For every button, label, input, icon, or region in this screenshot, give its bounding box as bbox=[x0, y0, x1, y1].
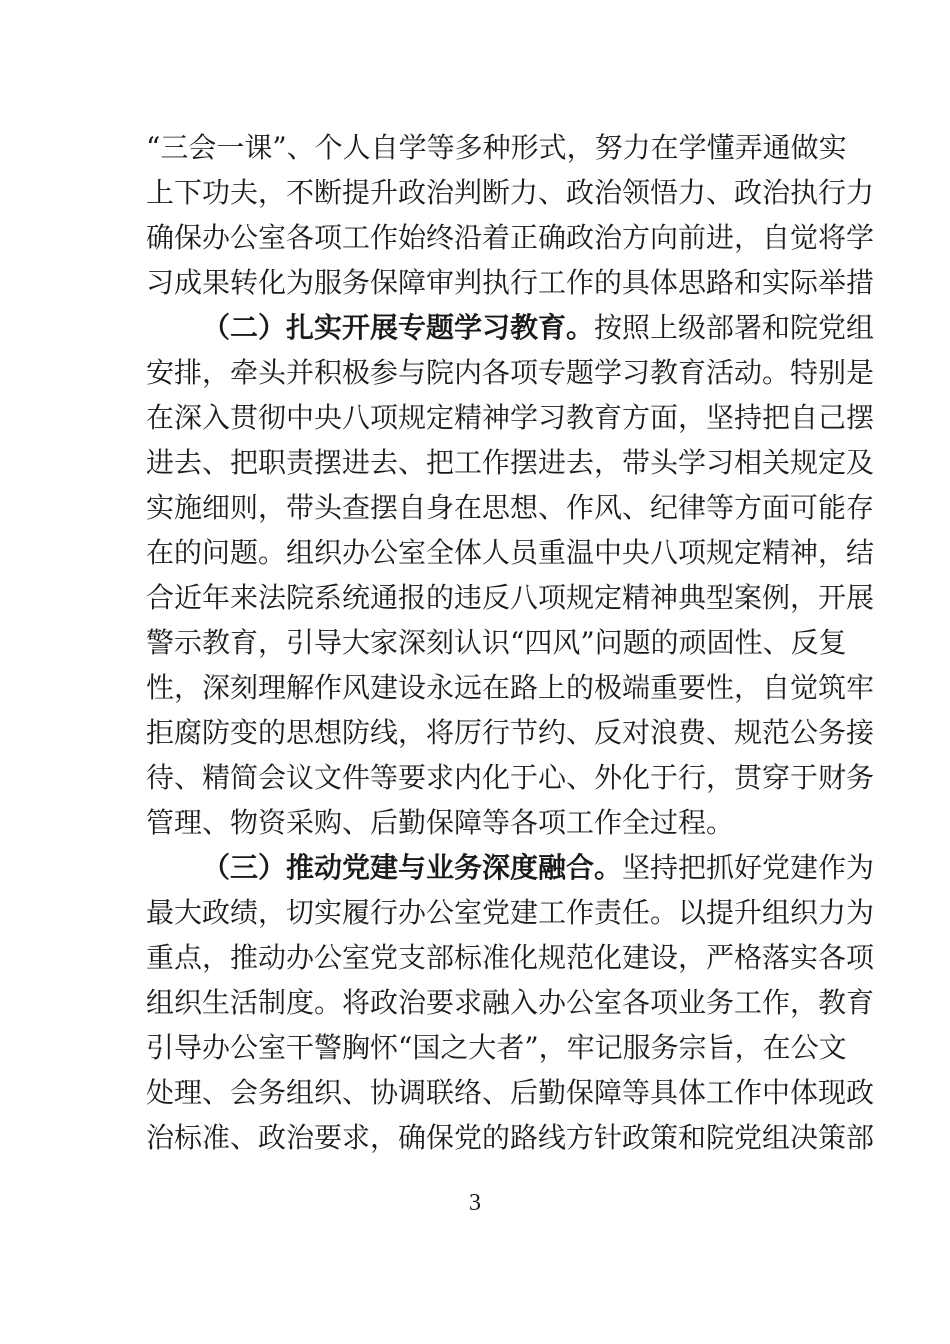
text-line: 待、精简会议文件等要求内化于心、外化于行，贯穿于财务 bbox=[146, 761, 875, 794]
text-line: 处理、会务组织、协调联络、后勤保障等具体工作中体现政 bbox=[146, 1076, 875, 1109]
page-number: 3 bbox=[469, 1190, 481, 1216]
text-line: 性，深刻理解作风建设永远在路上的极端重要性，自觉筑牢 bbox=[146, 671, 875, 704]
text-line: 实施细则，带头查摆自身在思想、作风、纪律等方面可能存 bbox=[146, 491, 875, 524]
text-line: 重点，推动办公室党支部标准化规范化建设，严格落实各项 bbox=[146, 941, 875, 974]
text-line: 安排，牵头并积极参与院内各项专题学习教育活动。特别是 bbox=[146, 356, 875, 389]
section-2-first-line-text: 按照上级部署和院党组 bbox=[594, 311, 875, 344]
text-line: 拒腐防变的思想防线，将厉行节约、反对浪费、规范公务接 bbox=[146, 716, 875, 749]
text-line: 引导办公室干警胸怀“国之大者”，牢记服务宗旨，在公文 bbox=[146, 1031, 847, 1064]
text-line: 最大政绩，切实履行办公室党建工作责任。以提升组织力为 bbox=[146, 896, 875, 929]
text-line: 进去、把职责摆进去、把工作摆进去，带头学习相关规定及 bbox=[146, 446, 875, 479]
text-line: 上下功夫，不断提升政治判断力、政治领悟力、政治执行力 bbox=[146, 176, 875, 209]
text-line: 在深入贯彻中央八项规定精神学习教育方面，坚持把自己摆 bbox=[146, 401, 875, 434]
text-line: 确保办公室各项工作始终沿着正确政治方向前进，自觉将学 bbox=[146, 221, 875, 254]
text-line: 管理、物资采购、后勤保障等各项工作全过程。 bbox=[146, 806, 735, 839]
section-3-heading: （三）推动党建与业务深度融合。 bbox=[202, 851, 623, 884]
text-line: “三会一课”、个人自学等多种形式，努力在学懂弄通做实 bbox=[146, 131, 847, 164]
text-line: 组织生活制度。将政治要求融入办公室各项业务工作，教育 bbox=[146, 986, 875, 1019]
text-line: 习成果转化为服务保障审判执行工作的具体思路和实际举措 bbox=[146, 266, 875, 299]
section-3-first-line-text: 坚持把抓好党建作为 bbox=[622, 851, 875, 884]
section-3-first-line bbox=[202, 846, 875, 890]
text-line: 在的问题。组织办公室全体人员重温中央八项规定精神，结 bbox=[146, 536, 875, 569]
section-2-first-line bbox=[202, 306, 875, 350]
text-line: 警示教育，引导大家深刻认识“四风”问题的顽固性、反复 bbox=[146, 626, 847, 659]
text-line: 治标准、政治要求，确保党的路线方针政策和院党组决策部 bbox=[146, 1121, 875, 1154]
section-2-heading: （二）扎实开展专题学习教育。 bbox=[202, 311, 595, 344]
text-line: 合近年来法院系统通报的违反八项规定精神典型案例，开展 bbox=[146, 581, 875, 614]
